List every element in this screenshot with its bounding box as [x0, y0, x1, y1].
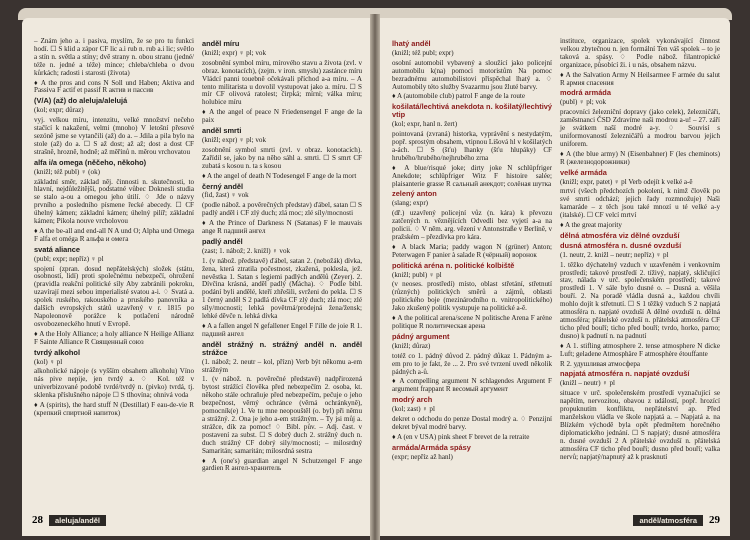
- entry-text: ♦ A (automobile club) patrol F ange de la route: [392, 92, 526, 101]
- entry-text: ♦ A the angel of peace N Friedensengel F ange de la paix: [202, 108, 362, 125]
- entry-headword: politická aréna n. politické kolbiště: [392, 260, 515, 270]
- entry-text: (1. neutr, 2. knižl – neutr; nepříz) ♀ pl: [560, 250, 669, 259]
- entry-text: (fid, žast) ♀ vok: [202, 191, 249, 200]
- entry-headword: anděl míru: [202, 39, 240, 48]
- entry-text: (knižl; též publ; expr): [392, 48, 454, 57]
- entry-headword: košilatá/lechtivá anekdota n. košilatý/lechtivý vtip: [392, 102, 552, 120]
- entry-text: totéž co 1. pádný důvod 2. pádný důkaz 1. Pádným a-em pro to je fakt, že ... 2. Pro své tvrzení uvedl několik pádných a-ů.: [392, 351, 552, 376]
- entry-text: instituce, organizace, spolek vykonávající činnost velkou zbytečnou n. jen formální Ten váš spolek – to je taková a. spásy. ♢ Podle nábož. filantropické organizace, působící ži. i u nás, obsahem názvu.: [560, 37, 720, 69]
- entry-text: (knižl – neutr) ♀ pl: [560, 379, 615, 388]
- entry-text: ♦ A (en v USA) pink sheet F brevet de la retraite: [392, 432, 530, 441]
- entry-text: (knižl; důraz): [392, 341, 431, 350]
- entry-headword: velké armáda: [560, 167, 607, 177]
- entry-text: základní směr, základ něj. činnosti n. skutečnosti, to hlavní, nejdůležitější, podstatné vůbec Doknesli studia se stalo a-ou a omegou jeho útilí. ♢ Jde o názvy prvního a posledního písmene řecké abecedy. ☐ CF úhelný kámen; základní kámen; úhelný pilíř; základní kámen; Pikola nouve vrcholovou: [34, 177, 194, 226]
- entry-text: (knižl; publ) ♀ pl: [392, 270, 442, 279]
- entry-text: (knižl; expr, patet) ♀ pl Verb odejít k velké a-ě: [560, 177, 693, 186]
- entry-headword: napjatá atmosféra n. napjaté ovzduší: [560, 369, 690, 379]
- entry-headword: anděl strážný n. strážný anděl n. anděl strážce: [202, 339, 362, 357]
- entry-text: (kol) ♀ pl: [34, 357, 63, 366]
- book-gutter: [370, 14, 380, 540]
- running-header: aleluja/anděl: [49, 515, 106, 526]
- entry-text: 1. těžko dýchatelný vzduch v uzavřeném i venkovním prostředí; takové prostředí 2. tíživý, napjatý, skličující stav, nálada v urč. společenském prostředí; takové prostředí 1. V sále bylo dusné o. – Dusná a. věšila bouří. 2. Na poradě vládla dusná a., každou chvíli mohlo dojít k střetnutí. ☐ S 1 těžký vzduch S 2 napjatá atmosféra n. napjaté ovzduší A dělné ovzduší n. dělná atmosféra; přátelské ovzduší n. přátelská atmosféra CF ticho před bouří; ticho před bouří; tvrdo, horko, parno; dusno) k padnutí n. na padnutí: [560, 260, 720, 340]
- entry-headword: armáda/Armáda spásy: [392, 442, 471, 452]
- entry-text: ♦ A compelling argument N schlagendes Argument F argument frappant R весомый аргумент: [392, 377, 552, 394]
- entry-headword: (V/A) (až) do aleluja/alelujá: [34, 96, 128, 106]
- entry-text: ♦ A (one's) guardian angel N Schutzengel F ange gardien R ангел-хранитель: [202, 456, 362, 473]
- entry-text: 1. (v nábož. představě) ďábel, satan 2. (nebožák) dívka, žena, která ztratila počestnost, zkažená, poklesla, jež. nevěstka 1. Satan s legiemi padlých andělů (Zeyer). 2. Dívčina krásná, anděl padlý (Mácha). ♢ Podle bibl. podání byli andělé, kteří zhřešili, svrženi do pekla. ☐ S 1 černý anděl S 2 padlá dívka CF zlý duch; zlá moc; zlé síly/mocnosti; lehká povětrná/prodejná žena/žensk; lehké děvče n. lehká dívka: [202, 256, 362, 321]
- right-page-column-1: [392, 38, 552, 464]
- entry-headword: dělná atmosféra viz dělné ovzduší: [560, 230, 680, 240]
- entry-text: (podle nábož. a pověrečných představ) ďábel, satan ☐ S padlý anděl i CF zlý duch; zlá moc; zlé síly/mocnosti: [202, 201, 362, 218]
- entry-text: alkoholické nápoje (s vyšším obsahem alkoholu) Víno nás pive nepije, jen tvrdý a. ♢ Kol. též v univerbizované podobě tvrdé/tvrdý n. (pivko) tvrdá, tj. sklenka příslušného nápoje ☐ S tlhovína; ohnivá voda: [34, 367, 194, 400]
- entry-text: (knižl; expr) ♀ pl; vok: [202, 135, 267, 144]
- entry-headword: padlý anděl: [202, 236, 243, 246]
- entry-text: (kol; expr; důraz): [34, 106, 84, 115]
- entry-text: ♦ A blue/risqué joke; dirty joke N schlüpfriger Anekdote; schlüpfriger Witz F histoire salée; plaisanterie grasse R сальный анекдот; солёная шутка: [392, 163, 552, 188]
- page-number: 28: [32, 514, 43, 526]
- entry-text: ♦ A the political arena/scene N politische Arena F arène politique R политическая арена: [392, 314, 552, 330]
- entry-text: ♦ A the angel of death N Todesengel F ange de la mort: [202, 171, 357, 180]
- entry-text: ♦ A the Salvation Army N Heilsarmee F armée du salut R армия спасения: [560, 70, 720, 87]
- entry-text: ♦ A (the blue army) N (Eisenbahner) F (les cheminots) R (железнодорожники): [560, 149, 720, 166]
- entry-text: dekret o odchodu do penze Dostal modrý a. ♢ Penzijní dekret býval modré barvy.: [392, 415, 552, 431]
- entry-text: ♦ A the pros and cons N Soll und Haben; Aktiva and Passiva F actif et passif R актив и пассив: [34, 78, 194, 95]
- entry-text: (zast; 1. nábož; 2. knižl) ♀ vok: [202, 246, 291, 255]
- entry-headword: modrý arch: [392, 395, 433, 405]
- entry-text: (kol; zast) ♀ pl: [392, 405, 435, 414]
- right-page-column-2: [560, 38, 720, 463]
- entry-headword: alfa i/a omega (něčeho, někoho): [34, 157, 147, 167]
- entry-text: (kol; expr, hanl n. žert): [392, 120, 458, 129]
- entry-text: (publ) ♀ pl; vok: [560, 98, 607, 107]
- entry-headword: svatá aliance: [34, 244, 81, 254]
- entry-text: R 2. удушливая атмосфера: [560, 359, 641, 368]
- entry-headword: černý anděl: [202, 181, 244, 191]
- entry-text: 1. (v nábož. n. pověrečné představě) nadpřirozená bytost strážící člověka před nebezpečím 2. osoba, kt. někoho stále ochraňuje před nebezpečím, pečuje o jeho bezpečnost, věrný ochránce (věrná ochránkyně), pomocník(e) 1. Ve tu mne neopouštěl (o. byl) při němu a strážný. 2. Ona je jeho a-em strážným. – Ty jsi můj a. strážce, dík za pomoc! ♢ Bibl. pův. – Adj. čast. v postavení za subst. ☐ S dobrý duch 2. strážný duch n. duch strážný CF dobrý sily/mocnosti; – milosrdný Samaritán; samaritán; milosrdná sestra: [202, 375, 362, 455]
- entry-text: (knižl; expr) ♀ pl; vok: [202, 48, 267, 57]
- entry-text: ♦ A the Holy Alliance; a holy alliance N Heilige Allianz F Sainte Alliance R Священный союз: [34, 329, 194, 346]
- entry-text: (knižl; též publ) ♀ (ok): [34, 167, 100, 176]
- entry-text: (expr; nepříz až hanl): [392, 452, 453, 461]
- entry-text: ♦ A the great majority: [560, 221, 622, 230]
- right-page: [380, 18, 730, 536]
- entry-text: pointovaná (zvraná) historka, vyprávění s nestydatým, popř. sprostým obsahem, vtipnou Lišová hl v košilatých a-ách. ☐ S (šťu) lhanky (šťu hlupáky) CF hrubého/hrubého/nejhrubého zrna: [392, 130, 552, 162]
- entry-text: (1. nábož; 2. neutr – kol, přízn) Verb být někomu a-em strážným: [202, 357, 362, 374]
- entry-text: (dř.) uzavřený policejní vůz (n. kára) k převozu zatčených n. věznějících Odvedli bez vyjetí a-a na policii. ♢ V něm. arg. vězení v Antonstraße v Berlíně, v pražském – přezdívka pro kára.: [392, 209, 552, 241]
- entry-text: osobní automobil vybavený a sloužící jako policejní automobilu k(na) pomoci motoristům Na pomoc bezradnému automobilistovi přispěchal lhatý a. ♢ Automobily této služby Svazarmu jsou žluté barvy.: [392, 58, 552, 91]
- left-page-footer: [32, 514, 362, 528]
- entry-headword: pádný argument: [392, 331, 450, 341]
- page-number: 29: [709, 514, 720, 526]
- entry-text: spojení (zpran. dosud nepřátelských) složek (státu, osobností, lidí) proti společnému nebezpečí, ohrožení (pravidla reakční politické síly Aby zabránili pokroku, uzavírají mezi sebou imperialisté svatou a-i. ♢ Svatá a. spolek ruského, rakouského a pruského panovníka a dalších evropských států uzavřený v r. 1815 po Napoleonově porážce k potlačení národně osvobozeneckého hnutí v Evropě.: [34, 264, 194, 328]
- entry-text: ♦ A black Maria; paddy wagon N (grüner) Anton; Peterwagen F panier à salade R (чёрный) воронок: [392, 242, 552, 259]
- entry-headword: tvrdý alkohol: [34, 347, 80, 357]
- entry-text: zosobnění symbol míru, mírového stavu a života (zvl. v obraz. konotacích), (zejm. v iron. smyslu) zastánce míru Vládcí panni touebně očekávali příchod a-a míru. – A tento militarista u dovolil vystupovat jako a. míru. ☐ S mír CF olivová ratolest; čirpká; mírní; válka míru; holubice míru: [202, 58, 362, 107]
- entry-text: ♦ A a fallen angel N gefallener Engel F l'ille de joie R 1. падший ангел: [202, 322, 362, 338]
- entry-text: situace v urč. společenském prostředí vyznačující se napětím, nervozitou, obavou z událostí, popř. hrozící propuknutím konfliktu, nepřátelství ap. Před manželskou vládla ve škole napjatá a. – Napjatá a. na Blízkém východě byla opět předmětem horečného diplomatického jednání. ☐ S napjatý; dusné atmosféra n. dusné ovzduší 2 A přátelské ovzduší n. přátelská atmosféra CF ticho před bouří; dusno před bouří; valka nervů; napjatý/napnutý až k prasknutí: [560, 389, 720, 461]
- entry-text: pracovníci železniční dopravy (jako celek), železničáři, zaměstnanci ČSD Zdravíme naši modrou a-u! – 27. září je svátkem naší modré a-y. ♢ Souvisí s uniformovaností železničářů a modrou barvou jejich uniforem.: [560, 108, 720, 148]
- entry-text: mrtví (všech předchozích pokolení, k nimž člověk po své smrti odchází; jejich řady rozmnožuje) Naši kamaráde – z těch jsou také mnozí u té velké a-y (italské). ☐ CF velcí mrtví: [560, 187, 720, 220]
- entry-headword: zelený anton: [392, 189, 437, 199]
- entry-headword: lhatý anděl: [392, 39, 431, 48]
- entry-text: (publ; expr; nepříz) ♀ pl: [34, 254, 104, 263]
- entry-text: (v neoses. prostředí) místo, oblast střetání, střetnutí (různých) politických směrů a zájmů, oblasti politického boje (mezinárodního n. vnitropolitického) Jako zkušený politik vystupuje na politické a-ě.: [392, 280, 552, 313]
- left-page: [22, 18, 370, 536]
- entry-text: ♦ A the be-all and end-all N A und O; Alpha und Omega F alfa et oméga R альфа и омега: [34, 226, 194, 243]
- entry-text: (slang; expr): [392, 199, 429, 208]
- entry-headword: anděl smrti: [202, 126, 242, 136]
- entry-text: ♦ A the Prince of Darkness N (Satanas) F le mauvais ange R падший ангел: [202, 219, 362, 236]
- entry-headword: dusná atmosféra n. dusné ovzduší: [560, 240, 682, 250]
- entry-text: ♦ A 1. stifling atmosphere 2. tense atmosphere N dicke Luft; geladene Atmosphäre F atmosphère étouffante: [560, 341, 720, 358]
- left-page-column-1: [34, 38, 194, 420]
- left-page-column-2: [202, 38, 362, 475]
- entry-text: vyj. velkou míru, intenzitu, velké množství nečeho stačící k nakažení, velmi (mnoho) V letošní přesové sezóně jsme se vytančili (až) do a. – Jdila a pila bylo na stole (až) do a. ☐ S až dost; až až; dost a dost CF strašně, hrozně, hodně; až měřínů n. měrou vrchovatou: [34, 116, 194, 156]
- entry-headword: modrá armáda: [560, 88, 611, 98]
- running-header: anděl/atmosféra: [633, 515, 703, 526]
- right-page-footer: [390, 514, 720, 528]
- entry-text: zosobnění symbol smrti (zvl. v obraz. konotacích). Zařídil se, jako by na něho sáhl a. smrti. ☐ S smrt CF zubatá s kosou n. ta s kosou: [202, 145, 362, 170]
- entry-text: ♦ A (spirits), the hard stuff N (Destillat) F eau-de-vie R (крепкий спиртной напиток): [34, 401, 194, 417]
- entry-text: – Znám jeho a. i pasiva, myslím, že se pro tu funkci hodí. ☐ S klid a zápor CF lic a.i rub n. rub a.i lic; světlo a stín n. světla a stíny; dvě strany n. obou stranu (jedné/ téže n. jedné a téže) mince; chleba/chleba o dvou kůrkách; radosti i starosti (života): [34, 37, 194, 77]
